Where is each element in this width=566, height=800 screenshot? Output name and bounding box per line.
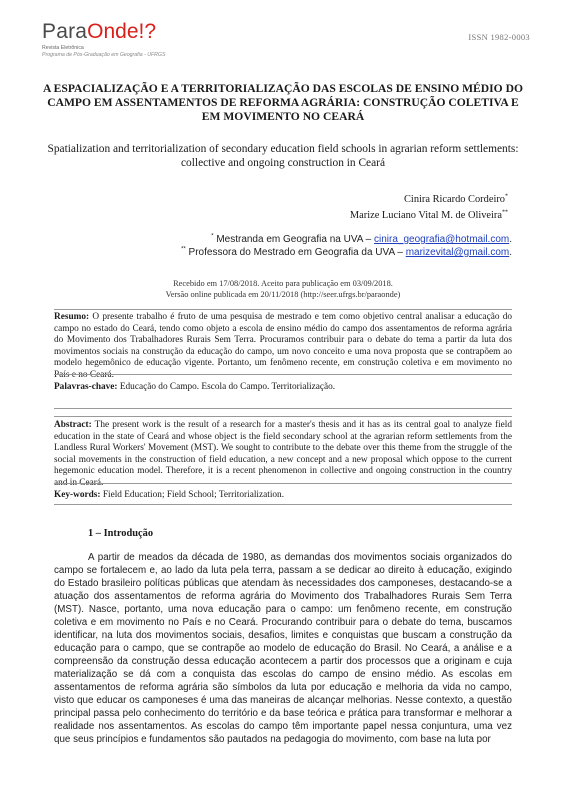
author-2 xyxy=(350,209,508,222)
affiliation-text: Professora do Mestrado em Geografia da UVA – xyxy=(188,247,406,258)
abstract-text: The present work is the result of a research for a master's thesis and it has as its central goal to analyze field education in the state of Ceará and whose object is the field secondary school at the agrarian reform settlements from the Landless Rural Workers' Movement (MST). We sought to contribute to the debate over this theme from the struggle of the social movements in the construction of field education, a new concept and a new proposal which oppose to the current hegemonic education model. Therefore, it is a recent phenomenon in collective and ongoing construction in the country and in Ceará. xyxy=(54,420,513,488)
divider xyxy=(54,504,512,505)
resumo-text: O presente trabalho é fruto de uma pesquisa de mestrado e tem como objetivo central analisar a educação do campo no estado do Ceará, tendo como objeto a escola de ensino médio do campo dos assentamentos de reforma agrária do Movimento dos Trabalhadores Rurais Sem Terra. Procuramos contribuir para o debate do tema a partir da luta dos movimentos sociais na construção da educação do campo, um novo conceito e uma nova proposta que se contrapõem ao modelo hegemônico de educação vigente. Portanto, um fenômeno recente, em construção coletiva e em movimento no País e no Ceará. xyxy=(54,312,512,380)
section-heading: 1 – Introdução xyxy=(88,528,154,539)
author-name: Marize Luciano Vital M. de Oliveira xyxy=(349,210,502,221)
affiliation-1 xyxy=(211,233,512,246)
author-1 xyxy=(404,193,508,206)
affiliation-end: . xyxy=(509,247,512,258)
divider xyxy=(54,309,512,310)
logo-program: Programa de Pós-Graduação em Geografia - UFRGS xyxy=(42,52,166,58)
affiliation-text: Mestranda em Geografia na UVA – xyxy=(216,234,374,245)
logo-onde: Onde!? xyxy=(87,20,157,43)
affiliation-end: . xyxy=(509,234,512,245)
author-mark: * xyxy=(505,193,508,200)
article-title-english: Spatialization and territorialization of secondary education field schools in agrarian reform settlements: collective and ongoing construction in Ceará xyxy=(47,143,519,169)
divider xyxy=(54,416,512,417)
author-name: Cinira Ricardo Cordeiro xyxy=(404,194,505,205)
keywords-text: Field Education; Field School; Territorialization. xyxy=(102,490,285,500)
resumo-label: Resumo: xyxy=(54,312,90,322)
divider xyxy=(54,408,512,409)
affiliation-2 xyxy=(181,246,512,259)
logo-wordmark xyxy=(42,20,156,44)
abstract-block xyxy=(54,420,512,490)
email-link-1[interactable]: cinira_geografia@hotmail.com xyxy=(374,234,510,245)
issn: ISSN 1982-0003 xyxy=(468,32,530,42)
keywords-block xyxy=(54,490,512,502)
palavras-chave-block xyxy=(54,382,512,394)
journal-logo xyxy=(42,20,212,64)
author-mark: ** xyxy=(502,209,508,216)
abstract-label: Abstract: xyxy=(54,420,92,430)
affiliation-mark: ** xyxy=(181,246,186,253)
palavras-text: Educação do Campo. Escola do Campo. Territorialização. xyxy=(119,382,336,392)
online-publication: Versão online publicada em 20/11/2018 (http://seer.ufrgs.br/paraonde) xyxy=(165,290,401,299)
divider xyxy=(54,374,512,375)
affiliation-mark: * xyxy=(211,233,214,240)
resumo-block xyxy=(54,312,512,382)
palavras-label: Palavras-chave: xyxy=(54,382,118,392)
logo-subtitle: Revista Eletrônica xyxy=(42,45,84,51)
divider xyxy=(54,483,512,484)
introduction-paragraph: A partir de meados da década de 1980, as demandas dos movimentos sociais organizados do campo se fortalecem e, ao lado da luta pela terra, passam a se dedicar ao direito à educação, exigindo do Estado brasileiro políticas públicas que atendam às necessidades dos camponeses, destacando-se a atuação dos assentamentos de reforma agrária do Movimento dos Trabalhadores Rurais Sem Terra (MST). Nasce, portanto, uma nova educação para o campo: um fenômeno recente, em construção coletiva e em movimento no País e no Ceará. Procurando contribuir para o debate do tema, buscamos identificar, na luta dos movimentos sociais, desafios, limites e conquistas que buscam a construção da educação para o campo, que se contrapõe ao modelo de educação do Brasil. No Ceará, a análise e a compreensão da construção dessa educação acontecem a partir dos processos que a originam e cuja materialização se dá com a conquista das escolas do campo de ensino médio. As escolas em assentamentos de reforma agrária são símbolos da luta por educação e melhoria da vida no campo, visto que educar os camponeses é uma das maneiras de alcançar melhorias. Nesse contexto, a questão principal passa pelo conhecimento do território e da base teórica e prática para transformar e melhorar a realidade nos assentamentos. As escolas do campo têm importante papel nessa conjuntura, uma vez que seus princípios e fundamentos são pautados na pedagogia do movimento, com base na luta por xyxy=(54,552,512,745)
email-link-2[interactable]: marizevital@gmail.com xyxy=(405,247,510,258)
keywords-label: Key-words: xyxy=(54,490,101,500)
received-dates: Recebido em 17/08/2018. Aceito para publicação em 03/09/2018. xyxy=(173,279,393,288)
logo-para: Para xyxy=(42,20,88,43)
article-title: A ESPACIALIZAÇÃO E A TERRITORIALIZAÇÃO DAS ESCOLAS DE ENSINO MÉDIO DO CAMPO EM ASSENTAMENTOS DE REFORMA AGRÁRIA: CONSTRUÇÃO COLETIVA E EM MOVIMENTO NO CEARÁ xyxy=(43,82,523,123)
